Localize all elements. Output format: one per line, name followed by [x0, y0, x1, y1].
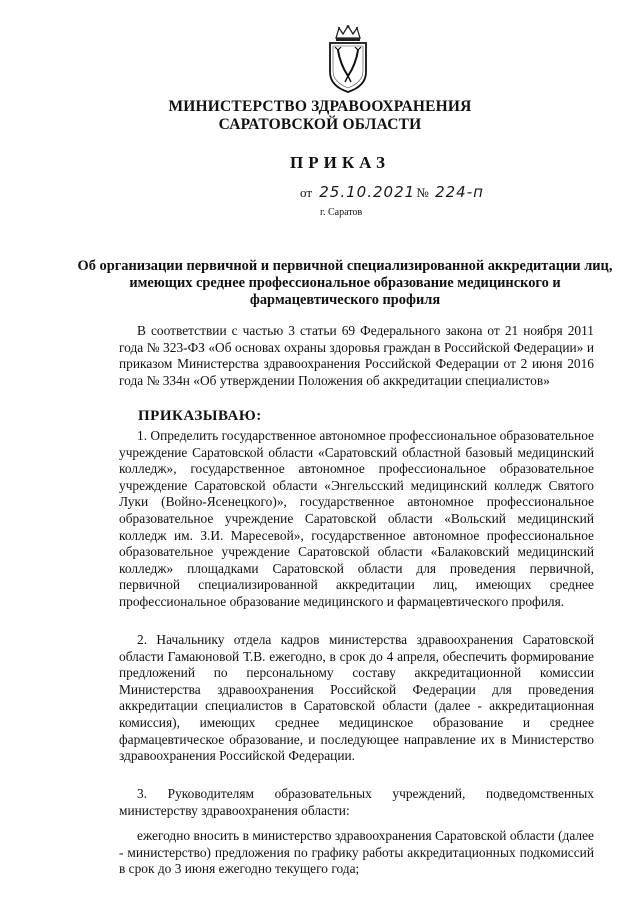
order-item-3-subitem: ежегодно вносить в министерство здравоохранения Саратовской области (далее - министерство) предложения по графику работы аккредитационных подкомиссий в срок до 3 июня ежегодно текущего года; — [119, 828, 594, 877]
decree-word: ПРИКАЗЫВАЮ: — [138, 408, 262, 424]
preamble-paragraph: В соответствии с частью 3 статьи 69 Федерального закона от 21 ноября 2011 года № 323-ФЗ «Об основах охраны здоровья граждан в Российской Федерации» и приказом Министерства здравоохранения Российской Федерации от 2 июня 2016 года № 334н «Об утверждении Положения об аккредитации специалистов» — [119, 323, 594, 388]
coat-of-arms-icon — [326, 24, 370, 94]
order-subject: Об организации первичной и первичной специализированной аккредитации лиц, имеющих среднее профессиональное образование медицинского и фармацевтического профиля — [77, 258, 613, 308]
ministry-name-line2: САРАТОВСКОЙ ОБЛАСТИ — [218, 116, 422, 133]
order-city: г. Саратов — [320, 207, 363, 218]
order-title: ПРИКАЗ — [290, 153, 390, 172]
order-number-sign: № — [416, 185, 429, 200]
order-date-handwritten: 25.10.2021 — [319, 183, 416, 201]
order-item-1: 1. Определить государственное автономное профессиональное образовательное учреждение Саратовской области «Саратовский областной базовый медицинский колледж», государственное автономное профессиональное образовательное учреждение Саратовской области «Энгельсский медицинский колледж Святого Луки (Войно-Ясенецкого)», государственное автономное профессиональное образовательное учреждение Саратовской области «Вольский медицинский колледж им. З.И. Маресевой», государственное автономное профессиональное образовательное учреждение Саратовской области «Балаковский медицинский колледж» площадками Саратовской области для проведения первичной, первичной специализированной аккредитации лиц, имеющих среднее профессиональное образование медицинского и фармацевтического профиля. — [119, 428, 594, 609]
order-date-number-line — [300, 183, 484, 201]
order-from-label: от — [300, 185, 313, 200]
order-item-2: 2. Начальнику отдела кадров министерства здравоохранения Саратовской области Гамаюновой Т.В. ежегодно, в срок до 4 апреля, обеспечить формирование предложений по персональному составу аккредитационной комиссии Министерства здравоохранения Российской Федерации для проведения аккредитации специалистов в Саратовской области (далее - аккредитационная комиссия), имеющих среднее медицинское образование и среднее фармацевтическое образование, и последующее направление их в Министерство здравоохранения Российской Федерации. — [119, 632, 594, 764]
order-number-handwritten: 224-п — [435, 183, 484, 201]
ministry-name-line1: МИНИСТЕРСТВО ЗДРАВООХРАНЕНИЯ — [168, 98, 472, 115]
order-item-3: 3. Руководителям образовательных учреждений, подведомственных министерству здравоохранения области: — [119, 786, 594, 818]
